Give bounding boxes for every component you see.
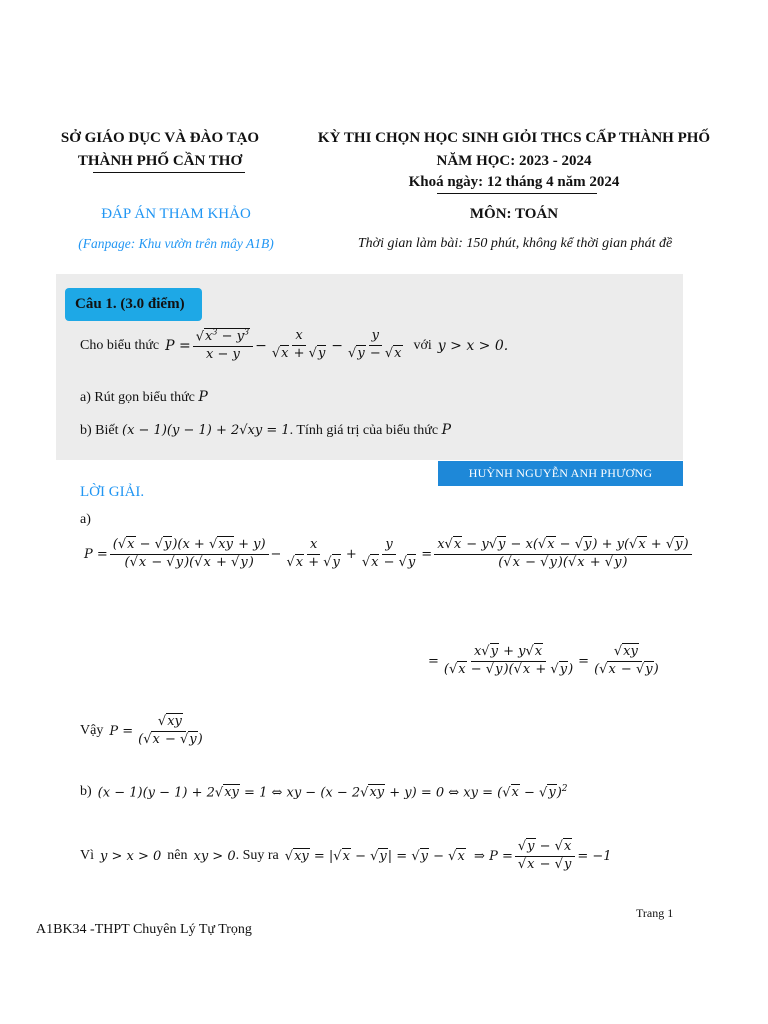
author-tag: HUỲNH NGUYỄN ANH PHƯƠNG (438, 461, 683, 486)
part-b-prefix: b) Biết (80, 423, 119, 438)
solution-part-a-label: a) (80, 512, 91, 527)
final-prefix: Vì (80, 848, 94, 864)
solution-equation-1: P = $\frac{(√x - √y)(x + √xy + y)}{(√x - √y)(√x + √y)}$ − $\frac{x}{√x + √y}$ + $\frac{y}{√x - √y}$ = $\frac{x√x - y√y - x(√x - √y) + y(√x + √y)}{(√x - √y)(√x + √y)}$ (84, 538, 694, 571)
header-underline-right (437, 193, 597, 194)
solution-final: Vì y > x > 0 nên xy > 0 . Suy ra √xy = |√x − √y| = √y − √x ⇒ P = $\frac{√y - √x}{√x - √y}$ = −1 (80, 839, 612, 872)
solution-conclusion: Vậy P = $\frac{√xy}{(√x - √y)}$ (80, 714, 203, 747)
city-name: THÀNH PHỐ CẦN THƠ (77, 153, 243, 169)
conclusion-label: Vậy (80, 723, 104, 739)
final-condition-1: y > x > 0 (100, 848, 162, 864)
question-condition: y > x > 0. (437, 337, 509, 354)
final-condition-2: xy > 0 (193, 848, 236, 864)
question-part-a: a) Rút gọn biểu thức P (80, 389, 208, 405)
question-with: với (413, 337, 432, 353)
final-mid: nên (167, 848, 188, 864)
solution-part-b-label: b) (80, 784, 92, 800)
solution-title: LỜI GIẢI. (80, 484, 145, 500)
question-intro: Cho biểu thức (80, 337, 160, 353)
exam-title: KỲ THI CHỌN HỌC SINH GIỎI THCS CẤP THÀNH PHỐ (317, 130, 711, 146)
part-b-equation: (x − 1)(y − 1) + 2√xy = 1 (122, 423, 290, 438)
school-year: NĂM HỌC: 2023 - 2024 (436, 153, 592, 169)
answer-key-title: ĐÁP ÁN THAM KHẢO (101, 206, 251, 222)
solution-equation-2: = $\frac{x√y + y√x}{(√x - √y)(√x + √y)}$ = $\frac{√xy}{(√x - √y)}$ (428, 644, 659, 677)
exam-date: Khoá ngày: 12 tháng 4 năm 2024 (408, 174, 620, 190)
department-name: SỞ GIÁO DỤC VÀ ĐÀO TẠO (60, 130, 260, 146)
header-underline-left (93, 172, 245, 173)
page-number: Trang 1 (636, 906, 674, 920)
final-then: . Suy ra (235, 848, 279, 864)
solution-part-b: b) (x − 1)(y − 1) + 2√xy = 1 ⇔ xy − (x − 2√xy + y) = 0 ⇔ xy = $(√x - √y)^2$ (80, 784, 568, 801)
time-note: Thời gian làm bài: 150 phút, không kể thời gian phát đề (357, 236, 673, 251)
subject-title: MÔN: TOÁN (469, 206, 559, 222)
part-a-text: a) Rút gọn biểu thức (80, 390, 195, 405)
part-b-suffix: . Tính giá trị của biểu thức (289, 423, 439, 438)
question-label: Câu 1. (3.0 điểm) (65, 288, 202, 321)
question-expression: Cho biểu thức P = $\frac{√x^3 - y^3}{x - y}$ − $\frac{x}{√x + √y}$ − $\frac{y}{√y - √x}$ với y > x > 0. (80, 328, 509, 363)
question-part-b: b) Biết (x − 1)(y − 1) + 2√xy = 1. Tính giá trị của biểu thức P (80, 422, 452, 438)
school-footer: A1BK34 -THPT Chuyên Lý Tự Trọng (36, 922, 252, 937)
fanpage-note: (Fanpage: Khu vườn trên mây A1B) (78, 236, 274, 251)
